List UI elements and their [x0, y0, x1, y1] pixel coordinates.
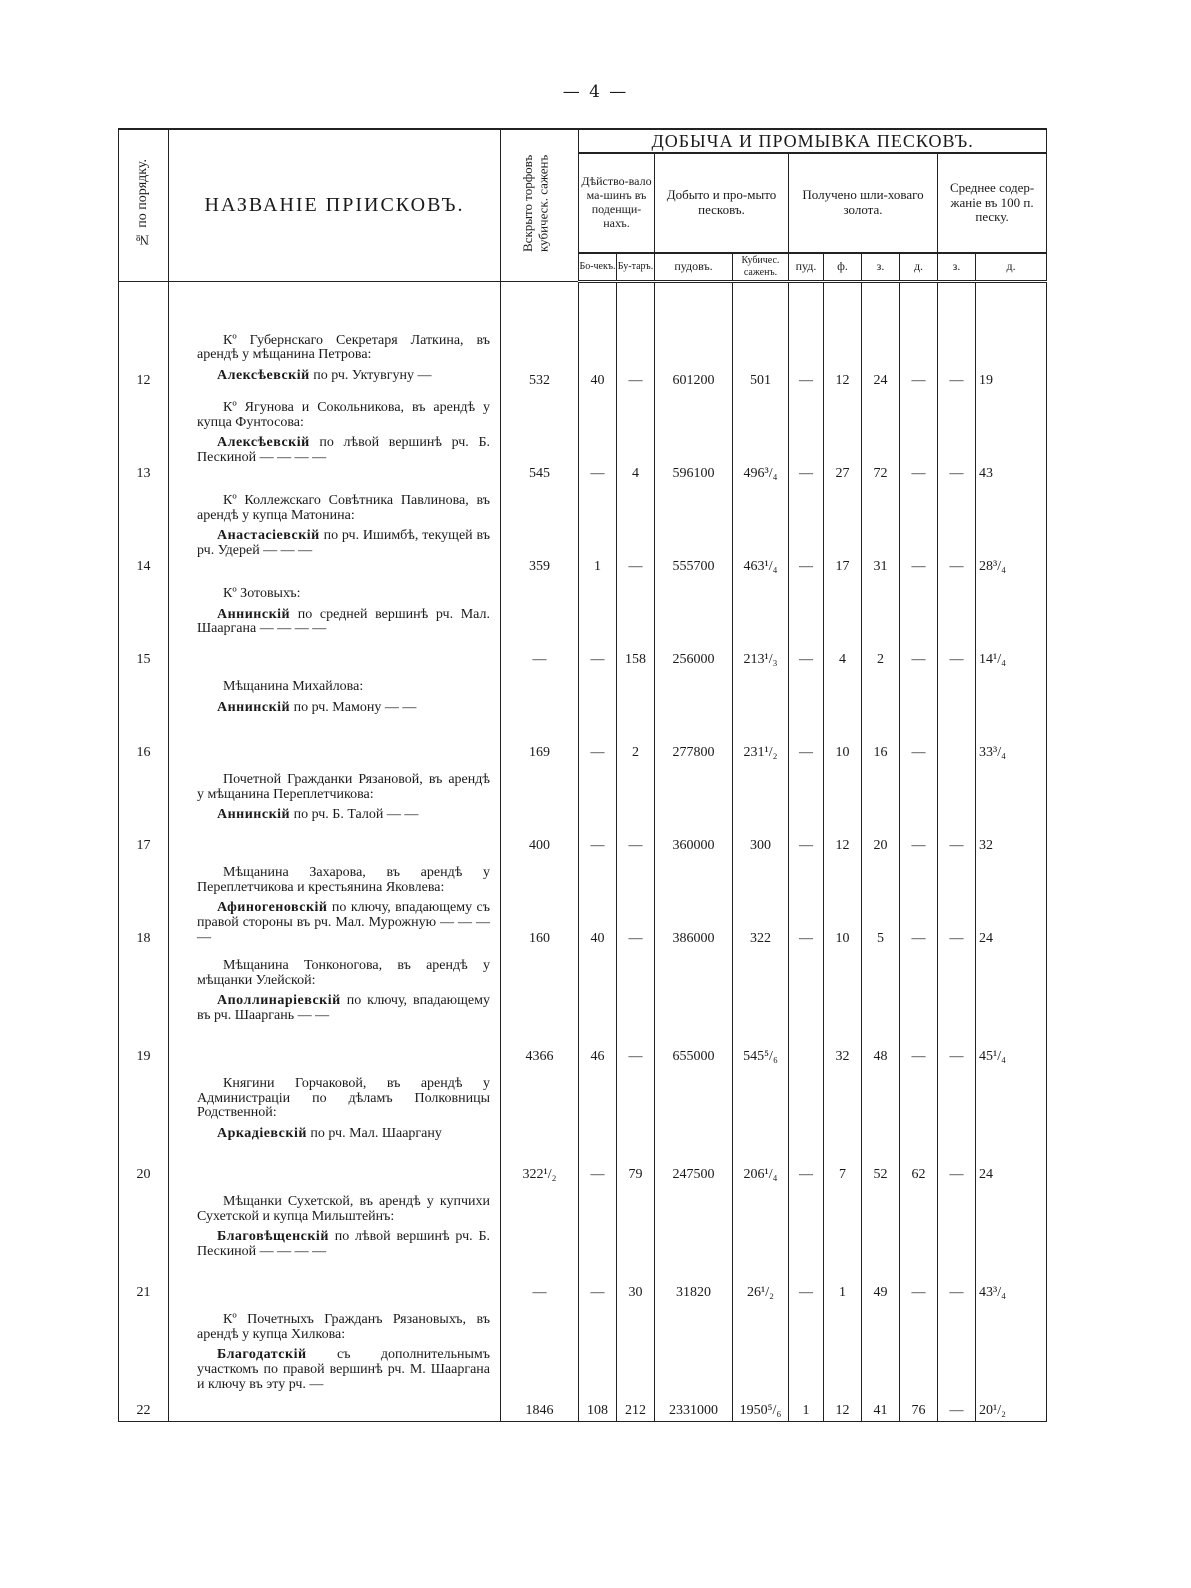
cell-bochek: — — [579, 391, 617, 484]
cell-butar: 79 — [617, 1067, 655, 1185]
mine-name: Аннинскій — [217, 699, 291, 715]
cell-avg-d: 28³/₄ — [976, 484, 1047, 577]
cell-z: 48 — [862, 949, 900, 1067]
header-index: № по порядку. — [119, 129, 169, 281]
header-machines: Дѣйство-вало ма-шинъ въ поденщи-нахъ. — [579, 153, 655, 253]
cell-avg-d: 43³/₄ — [976, 1185, 1047, 1303]
mine-description — [197, 1342, 490, 1392]
header-butar: Бу-таръ. — [617, 253, 655, 281]
cell-pud: — — [789, 670, 824, 763]
cell-kub: 231¹/₂ — [733, 670, 789, 763]
cell-bochek: 46 — [579, 949, 617, 1067]
cell-kub: 26¹/₂ — [733, 1185, 789, 1303]
cell-f: 32 — [824, 949, 862, 1067]
table-row — [119, 484, 1047, 577]
cell-kub: 322 — [733, 856, 789, 949]
mine-entry — [169, 1185, 501, 1303]
cell-stripped: — — [501, 577, 579, 670]
cell-avg-z: — — [938, 484, 976, 577]
header-stripped: Вскрыто торфовъ кубическ. саженъ — [501, 129, 579, 281]
cell-stripped: 169 — [501, 670, 579, 763]
header-z: з. — [862, 253, 900, 281]
row-number: 12 — [119, 281, 169, 391]
cell-z: 2 — [862, 577, 900, 670]
cell-avg-z: — — [938, 1067, 976, 1185]
cell-f: 17 — [824, 484, 862, 577]
header-avg-z: з. — [938, 253, 976, 281]
cell-avg-z: — — [938, 856, 976, 949]
cell-avg-z: — — [938, 391, 976, 484]
header-pudov: пудовъ. — [655, 253, 733, 281]
owner-text: Княгини Горчаковой, въ арендѣ у Администраціи по дѣламъ Полковницы Родственной: — [197, 1076, 490, 1121]
table-row — [119, 391, 1047, 484]
cell-stripped: 400 — [501, 763, 579, 856]
mine-entry — [169, 577, 501, 670]
cell-avg-z: — — [938, 949, 976, 1067]
cell-f: 12 — [824, 281, 862, 391]
cell-butar: 212 — [617, 1303, 655, 1421]
cell-pud: — — [789, 1185, 824, 1303]
cell-kub: 300 — [733, 763, 789, 856]
cell-z: 31 — [862, 484, 900, 577]
cell-pud: — — [789, 281, 824, 391]
cell-f: 1 — [824, 1185, 862, 1303]
cell-avg-d: 43 — [976, 391, 1047, 484]
mine-description — [197, 695, 490, 716]
cell-bochek: — — [579, 670, 617, 763]
cell-z: 20 — [862, 763, 900, 856]
cell-avg-d: 24 — [976, 1067, 1047, 1185]
cell-d: — — [900, 281, 938, 391]
cell-stripped: 545 — [501, 391, 579, 484]
cell-f: 12 — [824, 1303, 862, 1421]
mine-description — [197, 363, 490, 384]
mine-location: по рч. Мал. Шааргану — [306, 1126, 442, 1142]
mine-entry — [169, 391, 501, 484]
row-number: 16 — [119, 670, 169, 763]
mine-location: съ дополнительнымъ участкомъ по правой вершинѣ рч. М. Шааргана и ключу въ эту рч. — — [197, 1347, 490, 1392]
cell-f: 7 — [824, 1067, 862, 1185]
cell-kub: 463¹/₄ — [733, 484, 789, 577]
mine-location: по лѣвой вершинѣ рч. Б. Пескиной — — — — — [197, 1229, 490, 1260]
cell-pudov: 655000 — [655, 949, 733, 1067]
header-group-title: ДОБЫЧА И ПРОМЫВКА ПЕСКОВЪ. — [579, 129, 1047, 153]
cell-avg-z: — — [938, 1303, 976, 1421]
table-row — [119, 1067, 1047, 1185]
header-f: ф. — [824, 253, 862, 281]
header-mine-name: НАЗВАНІЕ ПРІИСКОВЪ. — [169, 129, 501, 281]
row-number: 22 — [119, 1303, 169, 1421]
header-kub: Кубичес. саженъ. — [733, 253, 789, 281]
cell-avg-z — [938, 670, 976, 763]
table-row — [119, 670, 1047, 763]
header-pud: пуд. — [789, 253, 824, 281]
cell-pud: — — [789, 577, 824, 670]
row-number: 20 — [119, 1067, 169, 1185]
mine-description — [197, 430, 490, 465]
mine-name: Благодатскій — [217, 1347, 307, 1363]
owner-text: Мѣщанки Сухетской, въ арендѣ у купчихи Сухетской и купца Мильштейнъ: — [197, 1194, 490, 1224]
cell-f: 10 — [824, 856, 862, 949]
cell-pudov: 31820 — [655, 1185, 733, 1303]
cell-f: 12 — [824, 763, 862, 856]
mine-name: Анастасіевскій — [217, 528, 320, 544]
mine-name: Аполлинаріевскій — [217, 993, 341, 1009]
header-sands: Добыто и про-мыто песковъ. — [655, 153, 789, 253]
cell-butar: 4 — [617, 391, 655, 484]
mine-description — [197, 988, 490, 1023]
cell-avg-z: — — [938, 577, 976, 670]
cell-pudov: 596100 — [655, 391, 733, 484]
table-row — [119, 281, 1047, 391]
cell-pud: — — [789, 856, 824, 949]
cell-bochek: 108 — [579, 1303, 617, 1421]
owner-text: Кº Зотовыхъ: — [223, 586, 301, 601]
cell-pudov: 277800 — [655, 670, 733, 763]
mine-name: Аннинскій — [217, 807, 291, 823]
cell-bochek: — — [579, 1185, 617, 1303]
cell-kub: 1950⁵/₆ — [733, 1303, 789, 1421]
owner-text: Почетной Гражданки Рязановой, въ арендѣ у мѣщанина Переплетчикова: — [197, 772, 490, 802]
header-d: д. — [900, 253, 938, 281]
table-row — [119, 856, 1047, 949]
cell-butar: — — [617, 856, 655, 949]
cell-kub: 206¹/₄ — [733, 1067, 789, 1185]
cell-d: — — [900, 484, 938, 577]
cell-d: — — [900, 670, 938, 763]
mine-location: по лѣвой вершинѣ рч. Б. Пескиной — — — — — [197, 435, 490, 466]
mine-entry — [169, 281, 501, 391]
owner-text: Кº Губернскаго Секретаря Латкина, въ арендѣ у мѣщанина Петрова: — [197, 332, 490, 363]
cell-z: 5 — [862, 856, 900, 949]
cell-pud: — — [789, 763, 824, 856]
cell-kub: 545⁵/₆ — [733, 949, 789, 1067]
cell-pudov: 256000 — [655, 577, 733, 670]
page-number: — 4 — — [562, 82, 629, 102]
cell-pudov: 386000 — [655, 856, 733, 949]
cell-pudov: 2331000 — [655, 1303, 733, 1421]
cell-stripped: 1846 — [501, 1303, 579, 1421]
mine-description — [197, 802, 490, 823]
cell-avg-z: — — [938, 281, 976, 391]
cell-butar: 158 — [617, 577, 655, 670]
table-row — [119, 949, 1047, 1067]
table-body — [119, 281, 1047, 1421]
cell-d: — — [900, 949, 938, 1067]
cell-f: 10 — [824, 670, 862, 763]
mine-location: по рч. Ишимбѣ, текущей въ рч. Удерей — — — — [197, 528, 490, 559]
mine-entry — [169, 763, 501, 856]
owner-text: Мѣщанина Тонконогова, въ арендѣ у мѣщанки Улейской: — [197, 958, 490, 988]
cell-d: 76 — [900, 1303, 938, 1421]
table-header — [119, 129, 1047, 281]
mine-entry — [169, 856, 501, 949]
cell-pudov: 555700 — [655, 484, 733, 577]
header-avg-d: д. — [976, 253, 1047, 281]
cell-pud: — — [789, 484, 824, 577]
cell-d: — — [900, 1185, 938, 1303]
cell-pud — [789, 949, 824, 1067]
header-bochek: Бо-чекъ. — [579, 253, 617, 281]
mine-name: Алексѣевскій — [217, 367, 310, 383]
row-number: 17 — [119, 763, 169, 856]
table-row — [119, 1185, 1047, 1303]
owner-text: Мѣщанина Захарова, въ арендѣ у Переплетчикова и крестьянина Яковлева: — [197, 865, 490, 895]
row-number: 15 — [119, 577, 169, 670]
cell-butar: 30 — [617, 1185, 655, 1303]
cell-avg-d: 24 — [976, 856, 1047, 949]
mine-name: Благовѣщенскій — [217, 1229, 329, 1245]
cell-pud: 1 — [789, 1303, 824, 1421]
cell-pudov: 601200 — [655, 281, 733, 391]
owner-text: Мѣщанина Михайлова: — [223, 679, 364, 694]
cell-stripped: 160 — [501, 856, 579, 949]
mine-location: по ключу, впадающему въ рч. Шааргань — — — [197, 993, 490, 1024]
row-number: 18 — [119, 856, 169, 949]
mine-location: по рч. Уктувгуну — — [309, 367, 432, 383]
cell-avg-z: — — [938, 763, 976, 856]
cell-butar: — — [617, 281, 655, 391]
mine-description — [197, 1121, 490, 1142]
cell-z: 49 — [862, 1185, 900, 1303]
cell-f: 27 — [824, 391, 862, 484]
cell-stripped: 4366 — [501, 949, 579, 1067]
cell-stripped: 359 — [501, 484, 579, 577]
table-row — [119, 763, 1047, 856]
cell-d: — — [900, 577, 938, 670]
row-number: 19 — [119, 949, 169, 1067]
cell-stripped: 322¹/₂ — [501, 1067, 579, 1185]
cell-bochek: — — [579, 1067, 617, 1185]
header-average: Среднее содер-жаніе въ 100 п. песку. — [938, 153, 1047, 253]
cell-z: 16 — [862, 670, 900, 763]
mine-entry — [169, 670, 501, 763]
mine-name: Аркадіевскій — [217, 1126, 307, 1142]
cell-avg-d: 33³/₄ — [976, 670, 1047, 763]
cell-butar: — — [617, 949, 655, 1067]
cell-bochek: 1 — [579, 484, 617, 577]
mine-name: Афиногеновскій — [217, 900, 328, 916]
mine-name: Алексѣевскій — [217, 435, 310, 451]
mine-location: по ключу, впадающему съ правой стороны въ рч. Мал. Мурожную — — — — — [197, 900, 490, 945]
cell-stripped: 532 — [501, 281, 579, 391]
cell-avg-d: 14¹/₄ — [976, 577, 1047, 670]
cell-d: — — [900, 763, 938, 856]
mine-location: по средней вершинѣ рч. Мал. Шааргана — — — — — [197, 606, 490, 637]
cell-bochek: — — [579, 577, 617, 670]
mine-description — [197, 523, 490, 558]
cell-pud: — — [789, 391, 824, 484]
mine-name: Аннинскій — [217, 606, 291, 622]
cell-butar: 2 — [617, 670, 655, 763]
cell-avg-d: 19 — [976, 281, 1047, 391]
table-row — [119, 577, 1047, 670]
row-number: 13 — [119, 391, 169, 484]
cell-z: 52 — [862, 1067, 900, 1185]
cell-d: — — [900, 391, 938, 484]
table-row — [119, 1303, 1047, 1421]
cell-bochek: 40 — [579, 856, 617, 949]
cell-pudov: 247500 — [655, 1067, 733, 1185]
cell-stripped: — — [501, 1185, 579, 1303]
mine-entry — [169, 1303, 501, 1421]
cell-z: 24 — [862, 281, 900, 391]
cell-bochek: — — [579, 763, 617, 856]
cell-pudov: 360000 — [655, 763, 733, 856]
mine-location: по рч. Б. Талой — — — [290, 807, 419, 823]
cell-butar: — — [617, 763, 655, 856]
row-number: 14 — [119, 484, 169, 577]
row-number: 21 — [119, 1185, 169, 1303]
cell-f: 4 — [824, 577, 862, 670]
owner-text: Кº Ягунова и Сокольникова, въ арендѣ у купца Фунтосова: — [197, 400, 490, 430]
cell-pud: — — [789, 1067, 824, 1185]
cell-avg-d: 45¹/₄ — [976, 949, 1047, 1067]
mine-description — [197, 895, 490, 945]
cell-kub: 501 — [733, 281, 789, 391]
cell-avg-d: 32 — [976, 763, 1047, 856]
mine-location: по рч. Мамону — — — [290, 699, 417, 715]
cell-d: 62 — [900, 1067, 938, 1185]
owner-text: Кº Коллежскаго Совѣтника Павлинова, въ арендѣ у купца Матонина: — [197, 493, 490, 523]
mine-entry — [169, 1067, 501, 1185]
header-gold: Получено шли-ховаго золота. — [789, 153, 938, 253]
owner-text: Кº Почетныхъ Гражданъ Рязановыхъ, въ арендѣ у купца Хилкова: — [197, 1312, 490, 1342]
mine-description — [197, 1224, 490, 1259]
cell-d: — — [900, 856, 938, 949]
mines-table — [118, 128, 1047, 1422]
cell-avg-d: 20¹/₂ — [976, 1303, 1047, 1421]
cell-z: 72 — [862, 391, 900, 484]
mine-entry — [169, 484, 501, 577]
cell-kub: 213¹/₃ — [733, 577, 789, 670]
cell-kub: 496³/₄ — [733, 391, 789, 484]
mine-entry — [169, 949, 501, 1067]
mine-description — [197, 602, 490, 637]
cell-avg-z: — — [938, 1185, 976, 1303]
cell-z: 41 — [862, 1303, 900, 1421]
cell-bochek: 40 — [579, 281, 617, 391]
cell-butar: — — [617, 484, 655, 577]
